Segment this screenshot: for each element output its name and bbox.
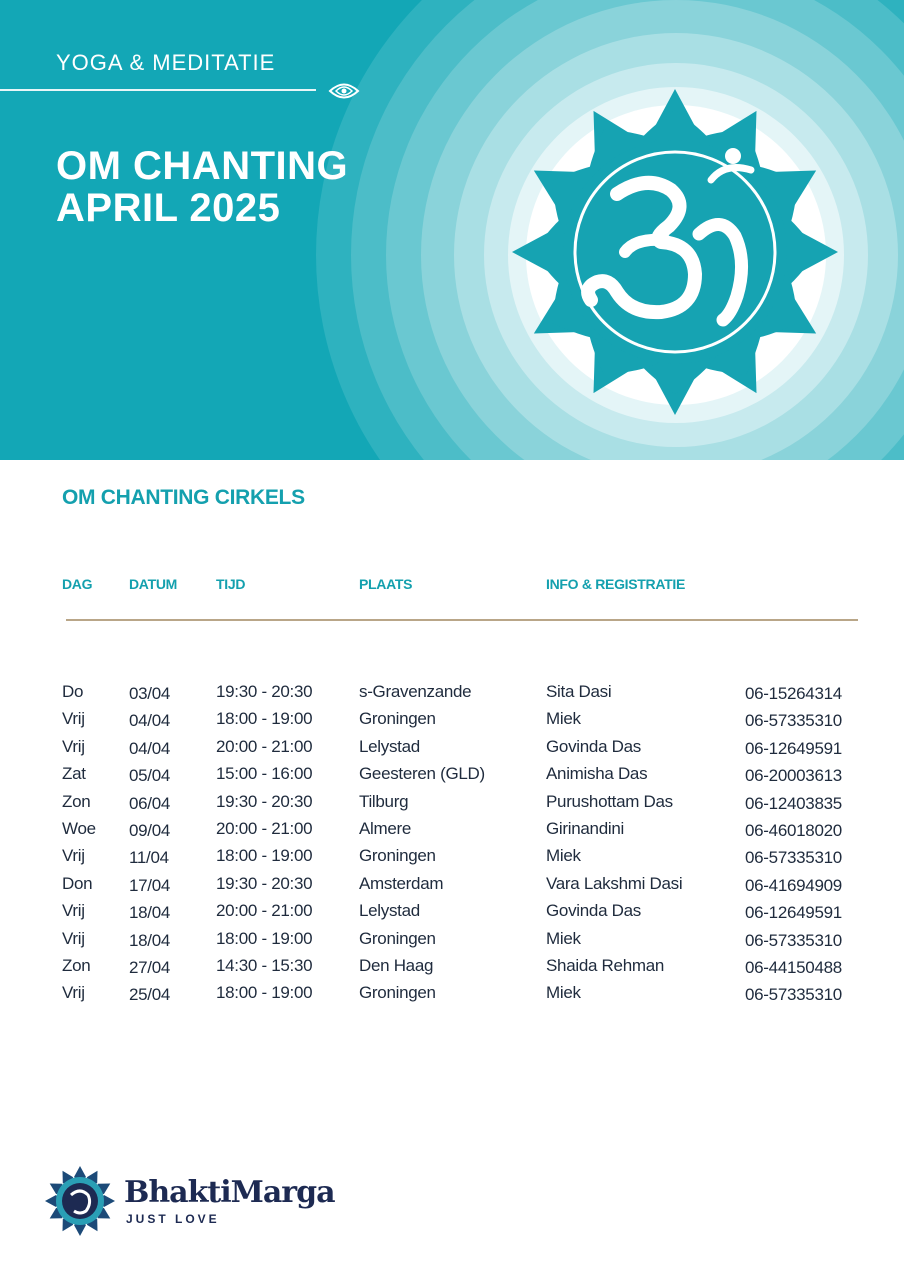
- cell-info: Purushottam Das: [546, 791, 673, 811]
- cell-phone: 06-12403835: [745, 793, 842, 813]
- eye-icon: [328, 80, 360, 102]
- title-line-1: OM CHANTING: [56, 144, 349, 188]
- cell-plaats: Groningen: [359, 709, 436, 729]
- cell-dag: Vrij: [62, 901, 85, 921]
- cell-datum: 04/04: [129, 738, 171, 758]
- cell-plaats: Amsterdam: [359, 873, 444, 893]
- cell-info: Shaida Rehman: [546, 955, 665, 975]
- table-row: [0, 682, 904, 709]
- eyebrow-label: YOGA & MEDITATIE: [56, 50, 276, 75]
- table-row: [0, 792, 904, 819]
- cell-tijd: 14:30 - 15:30: [216, 955, 313, 975]
- header-dag: DAG: [62, 576, 93, 592]
- cell-dag: Vrij: [62, 709, 85, 729]
- cell-tijd: 15:00 - 16:00: [216, 764, 313, 784]
- table-row: [0, 901, 904, 928]
- header-info: INFO & REGISTRATIE: [546, 576, 686, 592]
- cell-plaats: Almere: [359, 818, 412, 838]
- cell-datum: 25/04: [129, 985, 171, 1005]
- cell-tijd: 18:00 - 19:00: [216, 983, 313, 1003]
- cell-info: Govinda Das: [546, 736, 641, 756]
- header-plaats: PLAATS: [359, 576, 413, 592]
- hero-banner: [0, 0, 904, 460]
- cell-dag: Zon: [62, 791, 91, 811]
- cell-phone: 06-57335310: [745, 711, 842, 731]
- cell-datum: 18/04: [129, 930, 171, 950]
- cell-plaats: Tilburg: [359, 791, 409, 811]
- table-row: [0, 983, 904, 1010]
- table-row: [0, 737, 904, 764]
- table-row: [0, 709, 904, 736]
- cell-datum: 11/04: [129, 848, 169, 868]
- cell-phone: 06-12649591: [745, 903, 842, 923]
- table-row: [0, 819, 904, 846]
- page-title: [56, 145, 348, 229]
- cell-info: Sita Dasi: [546, 682, 612, 701]
- cell-phone: 06-57335310: [745, 848, 842, 868]
- cell-info: Miek: [546, 983, 581, 1003]
- brand-logo: [44, 1165, 344, 1240]
- cell-plaats: s-Gravenzande: [359, 682, 472, 701]
- cell-tijd: 18:00 - 19:00: [216, 846, 313, 866]
- header-datum: DATUM: [129, 576, 178, 592]
- cell-datum: 06/04: [129, 793, 171, 813]
- table-row: [0, 764, 904, 791]
- cell-tijd: 18:00 - 19:00: [216, 709, 313, 729]
- table-row: [0, 874, 904, 901]
- cell-plaats: Groningen: [359, 928, 436, 948]
- section-title: OM CHANTING CIRKELS: [62, 486, 305, 509]
- cell-tijd: 19:30 - 20:30: [216, 791, 313, 811]
- cell-datum: 27/04: [129, 957, 171, 977]
- table-header: [0, 576, 904, 596]
- cell-datum: 04/04: [129, 711, 171, 731]
- cell-tijd: 20:00 - 21:00: [216, 901, 313, 921]
- cell-phone: 06-57335310: [745, 930, 842, 950]
- cell-datum: 03/04: [129, 684, 171, 703]
- cell-datum: 18/04: [129, 903, 171, 923]
- cell-plaats: Geesteren (GLD): [359, 764, 485, 784]
- cell-datum: 05/04: [129, 766, 171, 786]
- eyebrow-divider: [0, 89, 316, 91]
- cell-dag: Vrij: [62, 736, 85, 756]
- header-divider: [66, 619, 858, 621]
- cell-phone: 06-57335310: [745, 985, 842, 1005]
- cell-plaats: Groningen: [359, 983, 436, 1003]
- cell-tijd: 20:00 - 21:00: [216, 818, 313, 838]
- table-row: [0, 846, 904, 873]
- cell-info: Vara Lakshmi Dasi: [546, 873, 683, 893]
- cell-dag: Vrij: [62, 983, 85, 1003]
- cell-dag: Woe: [62, 818, 96, 838]
- cell-datum: 17/04: [129, 875, 171, 895]
- cell-dag: Vrij: [62, 846, 85, 866]
- cell-dag: Vrij: [62, 928, 85, 948]
- cell-info: Miek: [546, 846, 581, 866]
- title-line-2: APRIL 2025: [56, 186, 281, 230]
- cell-info: Animisha Das: [546, 764, 648, 784]
- cell-datum: 09/04: [129, 820, 171, 840]
- cell-tijd: 18:00 - 19:00: [216, 928, 313, 948]
- cell-phone: 06-20003613: [745, 766, 842, 786]
- cell-tijd: 19:30 - 20:30: [216, 873, 313, 893]
- cell-dag: Do: [62, 682, 84, 701]
- cell-plaats: Den Haag: [359, 955, 434, 975]
- logo-tagline: JUST LOVE: [126, 1212, 220, 1226]
- logo-name: BhaktiMarga: [124, 1175, 335, 1210]
- header-tijd: TIJD: [216, 576, 246, 592]
- cell-dag: Don: [62, 873, 93, 893]
- cell-info: Govinda Das: [546, 901, 641, 921]
- cell-phone: 06-46018020: [745, 820, 842, 840]
- cell-info: Miek: [546, 928, 581, 948]
- cell-phone: 06-12649591: [745, 738, 842, 758]
- cell-phone: 06-15264314: [745, 684, 842, 703]
- cell-plaats: Groningen: [359, 846, 436, 866]
- bhaktimarga-logo-icon: [44, 1165, 116, 1237]
- cell-tijd: 19:30 - 20:30: [216, 682, 313, 701]
- cell-dag: Zat: [62, 764, 86, 784]
- cell-plaats: Lelystad: [359, 901, 420, 921]
- cell-dag: Zon: [62, 955, 91, 975]
- cell-info: Girinandini: [546, 818, 624, 838]
- cell-tijd: 20:00 - 21:00: [216, 736, 313, 756]
- cell-phone: 06-44150488: [745, 957, 842, 977]
- table-row: [0, 956, 904, 983]
- cell-phone: 06-41694909: [745, 875, 842, 895]
- cell-info: Miek: [546, 709, 581, 729]
- table-row: [0, 929, 904, 956]
- om-lotus-icon: [490, 82, 860, 422]
- cell-plaats: Lelystad: [359, 736, 420, 756]
- schedule-table-body: [0, 682, 904, 1011]
